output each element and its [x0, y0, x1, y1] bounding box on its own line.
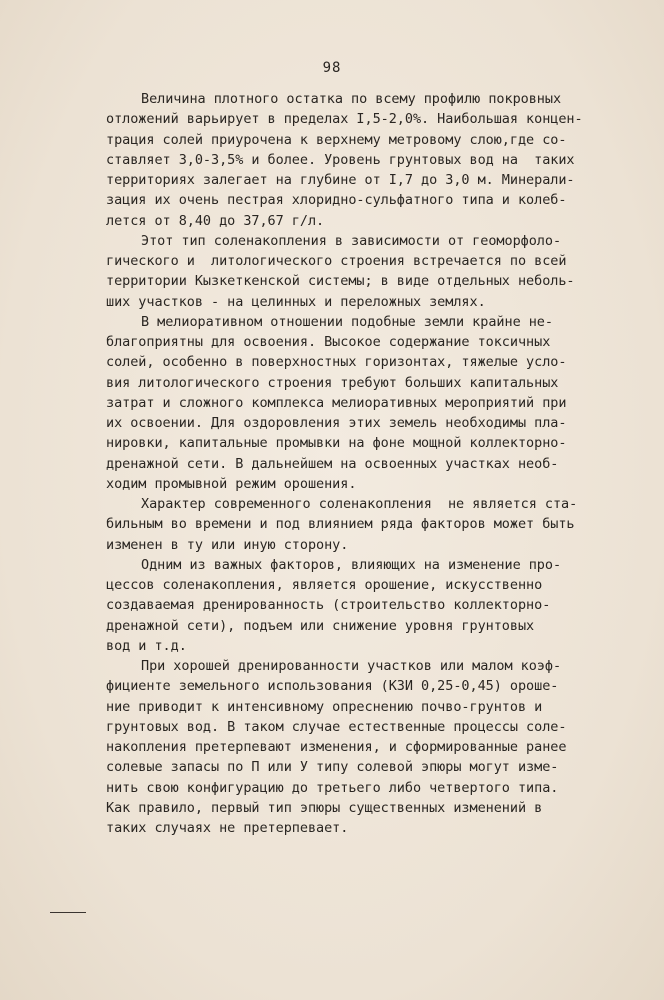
text-line: затрат и сложного комплекса мелиоративных мероприятий при	[106, 394, 567, 411]
body-text	[106, 89, 596, 838]
text-line: Этот тип соленакопления в зависимости от геоморфоло-	[141, 232, 562, 249]
text-line: ние приводит к интенсивному опреснению почво-грунтов и	[106, 698, 543, 715]
text-line: цессов соленакопления, является орошение, искусственно	[106, 577, 543, 593]
text-line: гического и литологического строения встречается по всей	[106, 253, 567, 269]
text-line: При хорошей дренированности участков или малом коэф-	[141, 658, 562, 674]
paragraph	[106, 555, 596, 656]
paragraph	[106, 656, 596, 838]
text-line: благоприятны для освоения. Высокое содержание токсичных	[106, 334, 551, 350]
text-line: отложений варьирует в пределах I,5-2,0%. Наибольшая концен-	[106, 111, 583, 128]
text-line: солей, особенно в поверхностных горизонтах, тяжелые усло-	[106, 354, 567, 371]
paragraph	[106, 312, 596, 494]
text-line: их освоении. Для оздоровления этих земель необходимы пла-	[106, 415, 567, 431]
text-line: Величина плотного остатка по всему профилю покровных	[141, 91, 562, 107]
text-line: вия литологического строения требуют больших капитальных	[106, 374, 559, 391]
text-line: таких случаях не претерпевает.	[106, 820, 349, 836]
text-line: нить свою конфигурацию до третьего либо четвертого типа.	[106, 779, 559, 796]
text-line: ходим промывной режим орошения.	[106, 475, 357, 492]
text-line: территориях залегает на глубине от I,7 до 3,0 м. Минерали-	[106, 172, 575, 188]
text-line: дренажной сети. В дальнейшем на освоенных участках необ-	[106, 455, 559, 472]
margin-mark	[50, 912, 86, 913]
text-line: лется от 8,40 до 37,67 г/л.	[106, 212, 325, 229]
text-line: дренажной сети), подъем или снижение уровня грунтовых	[106, 617, 535, 634]
text-line: Характер современного соленакопления не является ста-	[141, 496, 578, 512]
paragraph	[106, 231, 596, 312]
text-line: ставляет 3,0-3,5% и более. Уровень грунтовых вод на таких	[106, 151, 575, 168]
text-line: солевые запасы по П или У типу солевой эпюры могут изме-	[106, 759, 559, 776]
text-line: Как правило, первый тип эпюры существенных изменений в	[106, 799, 543, 816]
text-line: изменен в ту или иную сторону.	[106, 536, 349, 553]
text-line: грунтовых вод. В таком случае естественные процессы соле-	[106, 718, 567, 735]
text-line: нировки, капитальные промывки на фоне мощной коллекторно-	[106, 435, 567, 452]
text-line: создаваемая дренированность (строительство коллекторно-	[106, 597, 551, 614]
text-line: В мелиоративном отношении подобные земли крайне не-	[141, 313, 553, 330]
text-line: фициенте земельного использования (КЗИ 0,25-0,45) ороше-	[106, 678, 559, 695]
text-line: трация солей приурочена к верхнему метровому слою,где со-	[106, 131, 567, 148]
text-line: Одним из важных факторов, влияющих на изменение про-	[141, 556, 562, 573]
text-line: накопления претерпевают изменения, и сформированные ранее	[106, 739, 567, 755]
text-line: бильным во времени и под влиянием ряда факторов может быть	[106, 516, 575, 533]
text-line: вод и т.д.	[106, 637, 187, 654]
text-line: зация их очень пестрая хлоридно-сульфатного типа и колеб-	[106, 192, 567, 209]
text-line: ших участков - на целинных и переложных землях.	[106, 293, 486, 310]
page-number: 98	[322, 60, 342, 76]
paragraph	[106, 494, 596, 555]
paragraph	[106, 89, 596, 231]
text-line: территории Кызкеткенской системы; в виде отдельных неболь-	[106, 273, 575, 290]
